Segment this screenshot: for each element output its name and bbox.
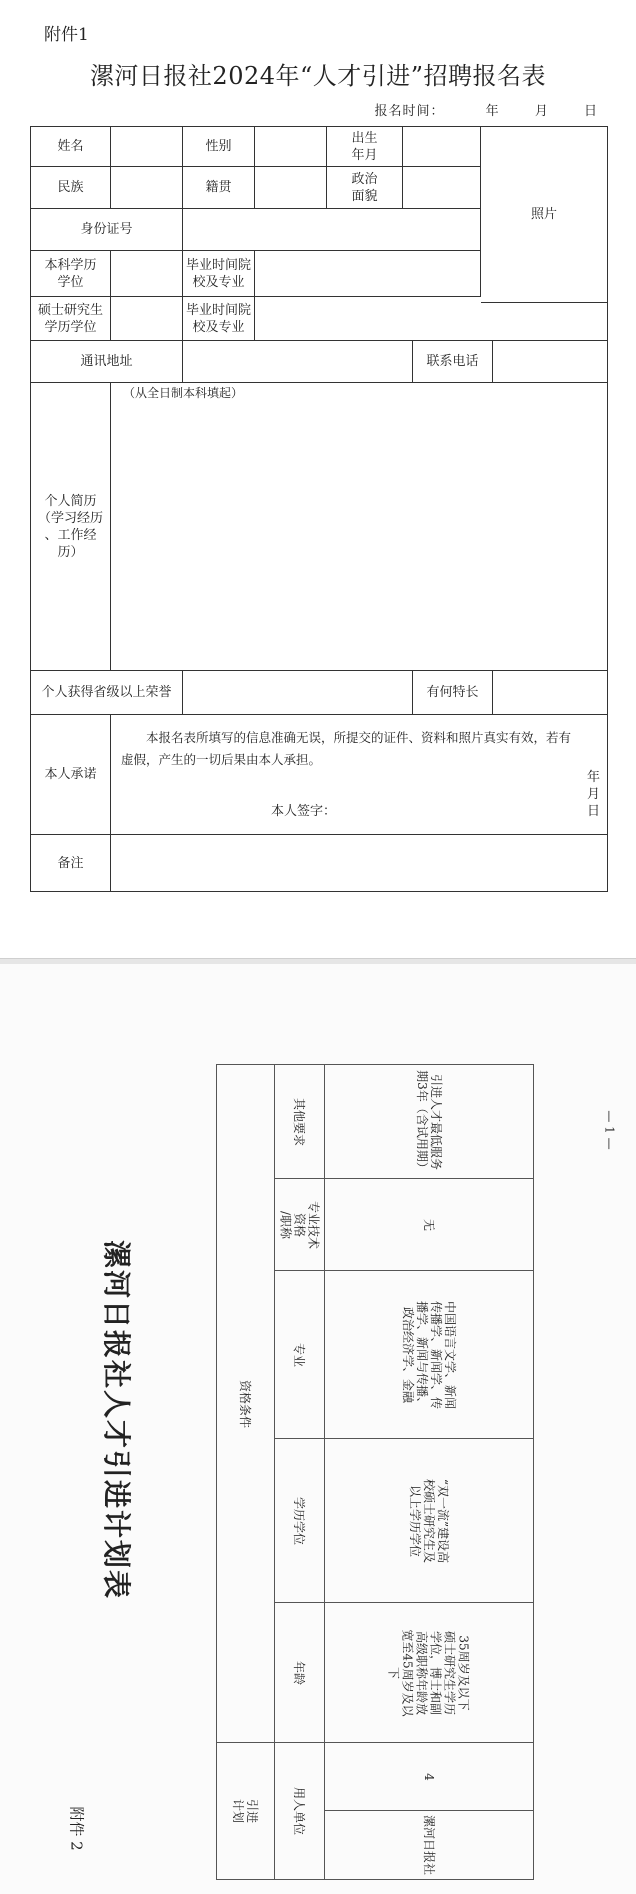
cell-unit: 漯河日报社 bbox=[421, 1814, 436, 1876]
month-label: 月 bbox=[534, 104, 549, 119]
field-honors[interactable] bbox=[183, 671, 413, 715]
header-qualifications: 资格条件 bbox=[217, 1065, 275, 1743]
header-major: 专业 bbox=[275, 1271, 325, 1439]
label-remarks: 备注 bbox=[31, 835, 111, 891]
field-resume[interactable] bbox=[111, 383, 607, 671]
label-grad-school-2: 毕业时间院 校及专业 bbox=[183, 297, 255, 341]
field-id-number[interactable] bbox=[183, 209, 481, 251]
plan-table bbox=[216, 1064, 534, 1880]
cell-major: 中国语言文学、新闻 传播学、新闻学、传 播学、新闻与传播、 政治经济学、金融 bbox=[325, 1271, 533, 1439]
field-birth[interactable] bbox=[403, 127, 481, 167]
year-label: 年 bbox=[485, 104, 500, 119]
label-birth: 出生 年月 bbox=[327, 127, 403, 167]
header-age: 年龄 bbox=[275, 1603, 325, 1743]
field-address[interactable] bbox=[183, 341, 413, 383]
signature-date bbox=[543, 752, 601, 820]
cell-degree: “双一流”建设高 校硕士研究生及 以上学历学位 bbox=[325, 1439, 533, 1603]
label-gender: 性别 bbox=[183, 127, 255, 167]
label-master: 硕士研究生 学历学位 bbox=[31, 297, 111, 341]
day-label: 日 bbox=[583, 104, 598, 119]
header-unit: 用人单位 bbox=[275, 1743, 325, 1879]
page-number: — 1 — bbox=[603, 1110, 618, 1150]
label-specialty: 有何特长 bbox=[413, 671, 493, 715]
header-other: 其他要求 bbox=[275, 1065, 325, 1179]
label-political: 政治 面貌 bbox=[327, 167, 403, 209]
resume-note: （从全日制本科填起） bbox=[123, 386, 244, 400]
sign-day: 日 bbox=[586, 804, 601, 819]
field-gender[interactable] bbox=[255, 127, 327, 167]
field-grad-school-1[interactable] bbox=[255, 251, 481, 297]
pledge-box bbox=[111, 715, 607, 835]
field-master[interactable] bbox=[111, 297, 183, 341]
cell-other: 引进人才最低服务 期3年（含试用期） bbox=[325, 1065, 533, 1179]
field-ethnicity[interactable] bbox=[111, 167, 183, 209]
photo-box[interactable]: 照片 bbox=[481, 127, 607, 303]
label-resume: 个人简历 （学习经历 、工作经 历） bbox=[31, 383, 111, 671]
field-phone[interactable] bbox=[493, 341, 607, 383]
attachment-2-label: 附件 2 bbox=[67, 1805, 86, 1851]
pledge-text: 本报名表所填写的信息准确无误，所提交的证件、资料和照片真实有效，若有虚假，产生的一切后果由本人承担。 bbox=[121, 730, 572, 767]
header-degree: 学历学位 bbox=[275, 1439, 325, 1603]
field-native-place[interactable] bbox=[255, 167, 327, 209]
field-specialty[interactable] bbox=[493, 671, 607, 715]
label-id-number: 身份证号 bbox=[31, 209, 183, 251]
cell-title-cert: 无 bbox=[325, 1179, 533, 1271]
label-grad-school-1: 毕业时间院 校及专业 bbox=[183, 251, 255, 297]
field-remarks[interactable] bbox=[111, 835, 607, 891]
cell-age: 35周岁及以下 硕士研究生学历 学位，博士和副 高级职称年龄放 宽至45周岁及以 下 bbox=[325, 1603, 533, 1743]
field-grad-school-2[interactable] bbox=[255, 297, 607, 341]
plan-title: 漯河日报社人才引进计划表 bbox=[100, 1239, 134, 1601]
registration-time bbox=[365, 100, 598, 119]
label-bachelor: 本科学历 学位 bbox=[31, 251, 111, 297]
header-title-cert: 专业技术资格 /职称 bbox=[275, 1179, 325, 1271]
sign-month: 月 bbox=[586, 787, 601, 802]
field-political[interactable] bbox=[403, 167, 481, 209]
label-name: 姓名 bbox=[31, 127, 111, 167]
registration-form bbox=[30, 126, 608, 892]
label-pledge: 本人承诺 bbox=[31, 715, 111, 835]
signature-label: 本人签字： bbox=[271, 804, 337, 819]
sign-year: 年 bbox=[586, 770, 601, 785]
registration-time-label: 报名时间： bbox=[374, 104, 445, 119]
label-phone: 联系电话 bbox=[413, 341, 493, 383]
field-bachelor[interactable] bbox=[111, 251, 183, 297]
label-address: 通讯地址 bbox=[31, 341, 183, 383]
attachment-label: 附件1 bbox=[44, 25, 89, 45]
header-unit-plan: 引进 计划 bbox=[217, 1743, 275, 1879]
label-ethnicity: 民族 bbox=[31, 167, 111, 209]
label-honors: 个人获得省级以上荣誉 bbox=[31, 671, 183, 715]
cell-plan: 4 bbox=[325, 1743, 533, 1811]
field-name[interactable] bbox=[111, 127, 183, 167]
page-title: 漯河日报社2024年“人才引进”招聘报名表 bbox=[89, 62, 547, 90]
label-native-place: 籍贯 bbox=[183, 167, 255, 209]
